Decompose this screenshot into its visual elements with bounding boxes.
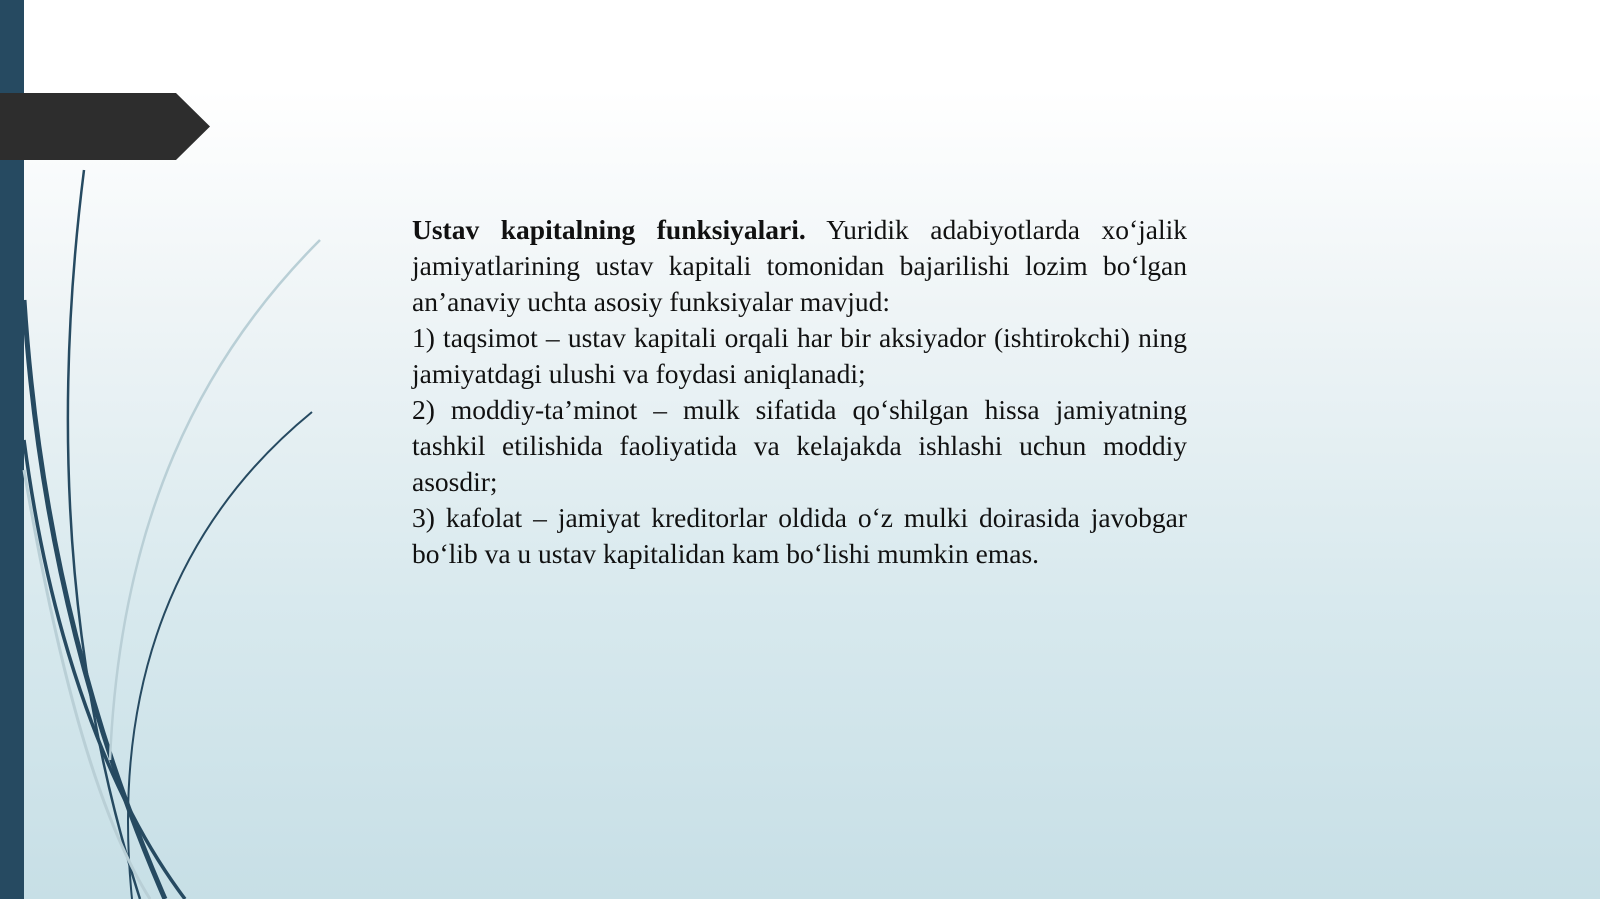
intro-paragraph — [412, 212, 1187, 320]
slide-heading: Ustav kapitalning funksiyalari. — [412, 214, 806, 245]
list-item-1: 1) taqsimot – ustav kapitali orqali har bir aksiyador (ishtirokchi) ning jamiyatdagi ulushi va foydasi aniqlanadi; — [412, 322, 1187, 389]
decorative-curves — [0, 0, 340, 899]
list-item-3: 3) kafolat – jamiyat kreditorlar oldida o‘z mulki doirasida javobgar bo‘lib va u ustav kapitalidan kam bo‘lishi mumkin emas. — [412, 502, 1187, 569]
intro-text: Yuridik adabiyotlarda xo‘jalik jamiyatlarining ustav kapitali tomonidan bajarilishi lozim bo‘lgan an’anaviy uchta asosiy funksiyalar mavjud: — [412, 214, 1187, 317]
list-item-2: 2) moddiy-ta’minot – mulk sifatida qo‘shilgan hissa jamiyatning tashkil etilishida faoliyatida va kelajakda ishlashi uchun moddiy asosdir; — [412, 394, 1187, 497]
slide-body-text — [412, 212, 1187, 572]
